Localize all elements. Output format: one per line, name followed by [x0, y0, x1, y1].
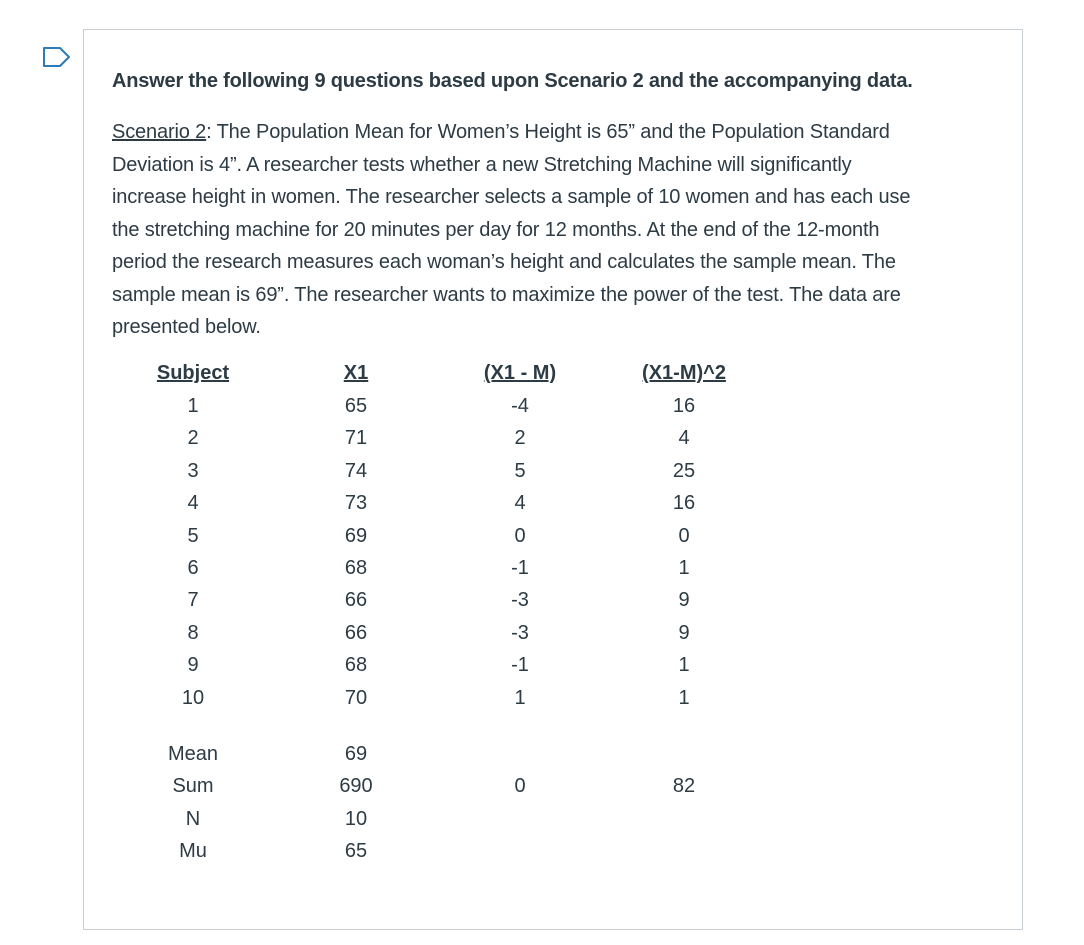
table-cell-subject: 5: [187, 524, 199, 547]
scenario-label: Scenario 2: [112, 121, 207, 143]
table-cell-squared-deviation: 1: [678, 686, 690, 709]
table-cell-deviation: -1: [511, 557, 529, 579]
table-cell-deviation: -3: [511, 621, 529, 644]
table-cell-subject: 6: [187, 557, 199, 579]
summary-value-x1: 65: [344, 840, 368, 863]
summary-label: N: [185, 807, 201, 830]
table-cell-x1: 68: [344, 557, 368, 579]
table-cell-squared-deviation: 0: [678, 524, 690, 547]
question-heading: Answer the following 9 questions based upon Scenario 2 and the accompanying data.: [112, 70, 913, 92]
scenario-line-2: Deviation is 4”. A researcher tests whether a new Stretching Machine will significantly: [112, 153, 852, 176]
table-cell-deviation: -1: [511, 654, 529, 677]
table-cell-squared-deviation: 9: [678, 589, 690, 612]
scenario-line-6: sample mean is 69”. The researcher wants to maximize the power of the test. The data are: [112, 283, 901, 306]
summary-value-x1: 10: [344, 807, 368, 830]
table-cell-deviation: 4: [514, 492, 526, 515]
table-cell-subject: 1: [187, 395, 199, 417]
table-cell-subject: 2: [187, 427, 199, 450]
summary-value-squared-deviation: 82: [672, 775, 696, 798]
summary-label: Sum: [172, 775, 214, 798]
table-cell-x1: 66: [344, 621, 368, 644]
table-cell-squared-deviation: 25: [672, 459, 696, 482]
table-cell-squared-deviation: 16: [672, 492, 696, 515]
scenario-line-3: increase height in women. The researcher selects a sample of 10 women and has each use: [112, 186, 911, 208]
table-cell-subject: 9: [187, 654, 199, 677]
table-cell-subject: 10: [181, 686, 205, 709]
table-cell-x1: 70: [344, 686, 368, 709]
table-cell-subject: 8: [187, 621, 199, 644]
column-header-squared-deviation: (X1-M)^2: [642, 362, 726, 384]
table-cell-x1: 69: [344, 524, 368, 547]
table-cell-x1: 65: [344, 395, 368, 417]
question-card: [83, 29, 1023, 930]
table-cell-x1: 73: [344, 492, 368, 515]
table-cell-x1: 74: [344, 459, 368, 482]
table-cell-deviation: 5: [514, 459, 526, 482]
table-cell-x1: 66: [344, 589, 368, 612]
scenario-line-7: presented below.: [112, 316, 261, 338]
summary-value-x1: 69: [344, 743, 368, 765]
flag-icon[interactable]: [42, 46, 72, 68]
table-cell-deviation: 2: [514, 427, 526, 450]
table-cell-subject: 4: [187, 492, 199, 515]
table-cell-squared-deviation: 4: [678, 427, 690, 450]
scenario-line-4: the stretching machine for 20 minutes per day for 12 months. At the end of the 12-month: [112, 218, 880, 241]
column-header-deviation: (X1 - M): [483, 362, 557, 384]
summary-value-deviation: 0: [514, 775, 526, 798]
scenario-text: [112, 116, 982, 344]
table-cell-squared-deviation: 16: [672, 395, 696, 417]
table-cell-x1: 71: [344, 427, 368, 450]
table-cell-subject: 3: [187, 459, 199, 482]
summary-label: Mean: [167, 743, 219, 765]
scenario-line-5: period the research measures each woman’s height and calculates the sample mean. The: [112, 251, 896, 273]
table-cell-deviation: 0: [514, 524, 526, 547]
table-cell-subject: 7: [187, 589, 199, 612]
table-cell-deviation: -3: [511, 589, 529, 612]
table-cell-squared-deviation: 1: [678, 557, 690, 579]
column-header-x1: X1: [343, 362, 369, 384]
table-cell-squared-deviation: 9: [678, 621, 690, 644]
table-cell-x1: 68: [344, 654, 368, 677]
summary-label: Mu: [179, 840, 207, 863]
summary-value-x1: 690: [339, 775, 373, 798]
table-cell-squared-deviation: 1: [678, 654, 690, 677]
scenario-colon: :: [206, 121, 212, 143]
column-header-subject: Subject: [156, 362, 230, 384]
scenario-line-1: [112, 116, 982, 149]
table-cell-deviation: 1: [514, 686, 526, 709]
scenario-line-1-text: The Population Mean for Women’s Height is 65” and the Population Standard: [211, 121, 890, 143]
table-cell-deviation: -4: [511, 395, 529, 417]
